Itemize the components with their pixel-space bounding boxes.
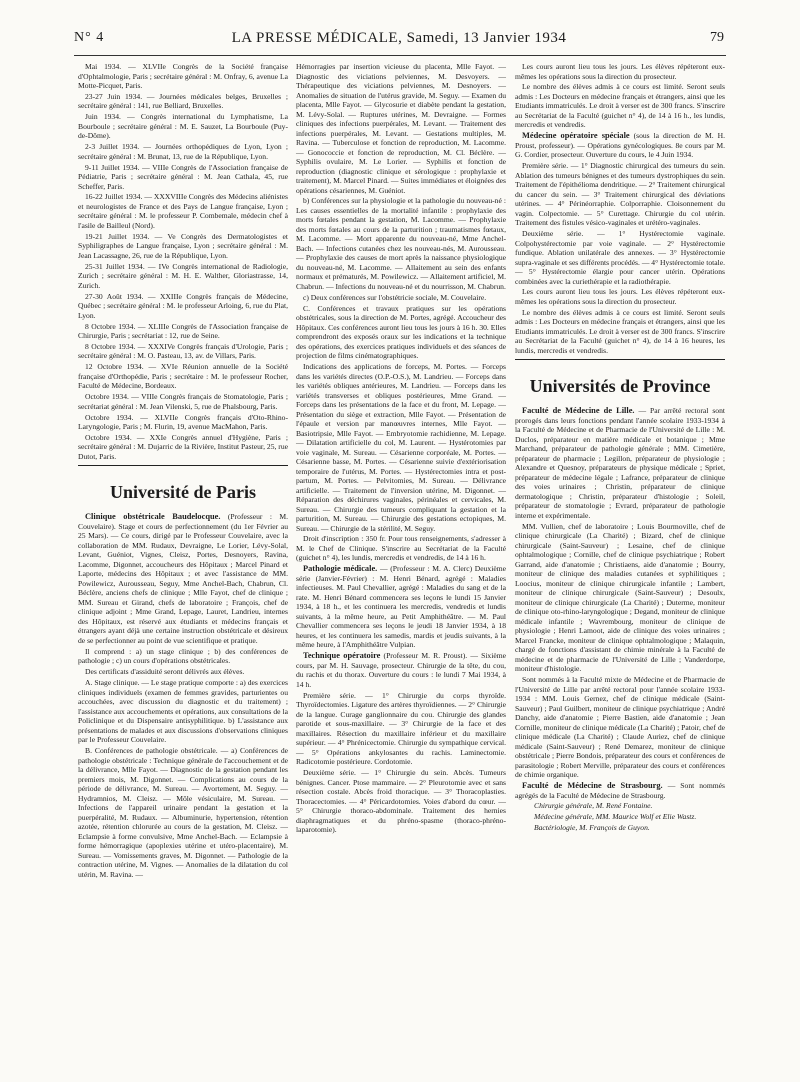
congress-item: 19-21 Juillet 1934. — Ve Congrès des Dermatologistes et Syphiligraphes de Langue française, Lyon ; secrétaire général : M. Jean Lacassagne, 26, rue de la République, Lyon. <box>78 231 288 260</box>
issue-number: N° 4 <box>74 30 105 45</box>
column-2 <box>296 62 506 836</box>
congress-item: 25-31 Juillet 1934. — IVe Congrès international de Radiologie, Zurich ; secrétaire général : M. H. E. Walther, Gloriastrasse, 14, Zurich. <box>78 261 288 290</box>
congress-item: 8 Octobre 1934. — XLIIIe Congrès de l'Association française de Chirurgie, Paris ; secrétariat : 12, rue de Seine. <box>78 321 288 341</box>
list-item: Médecine générale, MM. Maurice Wolf et Elie Wastz. <box>534 812 697 822</box>
paragraph: Le nombre des élèves admis à ce cours est limité. Seront seuls admis : Les Docteurs en médecine français et étrangers, ainsi que les Etudiants immatriculés. Le droit à verser est de 300 francs. S'inscrire au Secrétariat de la Faculté (guichet n° 4), de 14 à 16 heures, les lundis, mercredis et vendredis. <box>515 307 725 355</box>
congress-item: Octobre 1934. — VIIIe Congrès français de Stomatologie, Paris ; secrétariat général : M. Jean Vilenski, 5, rue de Phalsbourg, Paris. <box>78 392 288 411</box>
paragraph: Première série. — 1° Chirurgie du corps thyroïde. Thyroïdectomies. Ligature des artères thyroïdiennes. — 2° Chirurgie de la langue. Curage ganglionnaire du cou. Chirurgie des glandes parotide et sous-maxillaire. — 3° Chirurgie de la face et des maxillaires. Résection du maxillaire inférieur et du maxillaire supérieur. — 4° Phrénicectomie. Chirurgie du sympathique cervical. — 5° Opérations ankylosantes du rachis. Laminectomie. Radicotomie postérieure. Cordotomie. <box>296 690 506 767</box>
section-rule <box>515 359 725 360</box>
subsection-title: Faculté de Médecine de Strasbourg. <box>522 781 663 791</box>
congress-item: Octobre 1934. — XXIe Congrès annuel d'Hygiène, Paris ; secrétaire général : M. Dujarric de la Rivière, Institut Pasteur, 25, rue Dutot, Paris. <box>78 432 288 461</box>
paragraph: Le nombre des élèves admis à ce cours est limité. Seront seuls admis : Les Docteurs en médecine français et étrangers, ainsi que les Etudiants immatriculés. Le droit à verser est de 300 francs. S'inscrire au Secrétariat de la Faculté (guichet n° 4), de 14 à 16 h., les lundis, mercredis et vendredis. <box>515 82 725 130</box>
list-item: Chirurgie générale, M. René Fontaine. <box>534 801 653 811</box>
subsection-title: Médecine opératoire spéciale <box>522 131 630 141</box>
section-title-province: Universités de Province <box>529 376 711 397</box>
list-item: Bactériologie, M. François de Guyon. <box>534 823 650 833</box>
congress-item: 2-3 Juillet 1934. — Journées orthopédiques de Lyon, Lyon ; secrétaire général : M. Brunat, 13, rue de la République, Lyon. <box>78 142 288 161</box>
paragraph: B. Conférences de pathologie obstétricale. — a) Conférences de pathologie obstétricale : Technique générale de l'accouchement et de la délivrance, Mlle Fayot. — Diagnostic de la gestation pendant les premiers mois, M. Digonnet. — Complications au cours de la période de délivrance, M. Sureau. — Avortement, M. Seguy. — Hydramnios, M. Cleisz. — Môle vésiculaire, M. Sureau. — Infections de l'appareil urinaire pendant la gestation et la puerpéralité, M. Rudaux. — Albuminurie, hypertension, rétention azotée, rétention chlorurée au cours de la gestation, M. Cleisz. — Eclampsie à forme convulsive, Mme Anchel-Bach. — Eclampsie à forme hémorragique (apoplexies utérine et utéro-placentaire), M. Sureau. — Vomissements graves, M. Digonnet. — Pathologie de la contraction utérine, M. Vignes. — Anomalies de la dilatation du col utérin, M. Ravina. — <box>78 746 288 879</box>
paragraph: (sous la direction de M. H. Proust, professeur). — Opérations gynécologiques. 8e cours par M. G. Cordier, prosecteur. Ouverture du cours, le 4 Juin 1934. <box>515 131 725 160</box>
subsection-title: Faculté de Médecine de Lille. <box>522 406 635 416</box>
page-header <box>74 30 724 52</box>
subsection-title: Pathologie médicale. <box>303 564 378 574</box>
column-1 <box>78 62 288 880</box>
congress-item: 16-22 Juillet 1934. — XXXVIIIe Congrès des Médecins aliénistes et neurologistes de France et des Pays de Langue française, Lyon ; secrétaire général : M. le professeur P. Combemale, médecin chef à l'asile de Bailleul (Nord). <box>78 192 288 230</box>
page-number: 79 <box>710 30 724 45</box>
paragraph: c) Deux conférences sur l'obstétricie sociale, M. Couvelaire. <box>303 292 487 302</box>
congress-item: Juin 1934. — Congrès international du Lymphatisme, La Bourboule ; secrétaire général : M. E. Sauzet, La Bourboule (Puy-de-Dôme). <box>78 112 288 141</box>
paragraph: Indications des applications de forceps, M. Portes. — Forceps dans les variétés directes (O.P.-O.S.), M. Landrieu. — Forceps dans les variétés obliques antérieures, M. Landrieu. — Forceps dans les variétés transverses et obliques postérieures, Mme Grand. — Forceps dans les présentations de la face et du front, M. Lepage. — Présentation du siège et extraction, Mlle Fayot. — Présentation de l'épaule et version par manœuvres internes, Mlle Fayot. — Basiotripsie, Mlle Fayot. — Embryotomie rachidienne, M. Lepage. — Dilatation artificielle du col, M. Laurent. — Hystérotomies par voie vaginale, M. Sureau. — Césarienne corporéale, M. Portes. — Césarienne basse, M. Portes. — Césarienne suivie d'extériorisation temporaire de l'utérus, M. Portes. — Hystérectomies intra et post-partum, M. Portes. — Pelvitomies, M. Sureau. — Délivrance artificielle. — Traitement de l'inversion utérine, M. Digonnet. — Réparation des déchirures vaginales, périnéales et cervicales, M. Sureau. — Chirurgie des tumeurs compliquant la gestation et la parturition, M. Sureau. — Chirurgie des gestations ectopiques, M. Sureau. — Chirurgie de la stérilité, M. Seguy. <box>296 362 506 533</box>
congress-item: 9-11 Juillet 1934. — VIIIe Congrès de l'Association française de Pédiatrie, Paris ; secrétaire général : M. Jean Cathala, 45, rue Scheffer, Paris. <box>78 162 288 191</box>
paragraph: Droit d'inscription : 350 fr. Pour tous renseignements, s'adresser à M. le Chef de Clinique. S'inscrire au Secrétariat de la Faculté (guichet n° 4), les lundis, mercredis et vendredis, de 14 à 16 h. <box>296 534 506 563</box>
paragraph: Première série. — 1° Diagnostic chirurgical des tumeurs du sein. Ablation des tumeurs bénignes et des tumeurs dystrophiques du sein. Traitement de l'épithélioma dendritique. — 2° Traitement chirurgical du cancer du sein. — 3° Traitement chirurgical des déviations utérines. — 4° Périnéorraphie. Colporraphie. Cloisonnement du vagin. Colpectomie. — 5° Curettage. Chirurgie du col utérin. Traitement des fistules vésico-vaginales et urétéro-vaginales. <box>515 161 725 228</box>
paragraph: (Professeur : M. Couvelaire). Stage et cours de perfectionnement (du 1er Février au 25 Mars). — Ce cours, dirigé par le Professeur Couvelaire, avec la collaboration de MM. Rudaux, Devraigne, Le Lorier, Lévy-Solal, Levant, Guéniot, Vignes, Cleisz, Portes, Desnoyers, Ravina, Lacomme, Digonnet, accoucheurs des Hôpitaux ; Marcel Pinard et Laporte, médecins des Hôpitaux ; et avec l'assistance de MM. Powilewicz, Aurousseau, Seguy, Mme Anchel-Bach, Chabrun, Cl. Béclère, anciens chefs de clinique ; Mlle Fayot, chef de clinique ; MM. Sureau et Girand, chefs de laboratoire ; François, chef de clinique adjoint ; Mme Grand, Lepage, Lauret, Landrieu, internes des Hôpitaux, est réservé aux étudiants et médecins français et étrangers ayant déjà une certaine instruction obstétricale et désireux de se perfectionner au point de vue scientifique et pratique. <box>78 512 289 645</box>
paragraph: Il comprend : a) un stage clinique ; b) des conférences de pathologie ; c) un cours d'opérations obstétricales. <box>78 646 288 666</box>
subsection-title: Technique opératoire <box>303 651 381 661</box>
paragraph: (Professeur M. R. Proust). — Sixième cours, par M. H. Sauvage, prosecteur. Chirurgie de la tête, du cou, du rachis et du thorax. Ouverture du cours : le lundi 7 Mai 1934, à 14 h. <box>296 651 506 689</box>
header-rule <box>74 55 726 56</box>
paragraph: b) Conférences sur la physiologie et la pathologie du nouveau-né : Les causes essentielles de la mortalité infantile : prophylaxie des morts fœtales pendant la gestation, M. Lacomme. — Prophylaxie des morts fœtales au cours de la parturition ; traumatismes fœtaux, M. Lacomme. — Mort apparente du nouveau-né, Mme Anchel-Bach. — Infections cutanées chez les nouveau-nés, M. Aurousseau. — Prophylaxie des causes de mort après la naissance physiologique du nouveau-né, M. Lacomme. — Allaitement au sein des enfants normaux et prématurés, M. Powilewicz. — Allaitement artificiel, M. Chabrun. — Infections du nouveau-né et du nourrisson, M. Chabrun. <box>296 196 506 291</box>
paragraph: Deuxième série. — 1° Chirurgie du sein. Abcès. Tumeurs bénignes. Cancer. Ptose mammaire. — 2° Pleurotomie avec et sans résection costale. Abcès froid thoracique. — 3° Thoracoplasties. Thoracectomies. — 4° Péricardotomies. Voies d'abord du cœur. — 5° Chirurgie thoraco-abdominale. Traitement des hernies diaphragmatiques et du phréno-spasme (thoraco-phréno-laparotomie). <box>296 768 506 835</box>
paragraph: Deuxième série. — 1° Hystérectomie vaginale. Colpohystérectomie par voie vaginale. — 2° Hystérectomie fundique. Ablation unilatérale des annexes. — 3° Hystérectomie supra-vaginale et ses différents procédés. — 4° Hystérectomie totale. — 5° Hystérectomie élargie pour cancer utérin. Opérations combinées avec la curiethérapie et la radiothérapie. <box>515 229 725 286</box>
subsection-title: Clinique obstétricale Baudelocque. <box>85 512 221 522</box>
congress-item: Mai 1934. — XLVIIe Congrès de la Société française d'Ophtalmologie, Paris ; secrétaire général : M. Onfray, 6, avenue La Motte-Picquet, Paris. <box>78 62 288 90</box>
journal-title: LA PRESSE MÉDICALE, Samedi, 13 Janvier 1934 <box>231 30 567 46</box>
paragraph: — Par arrêté rectoral sont prorogés dans leurs fonctions pendant l'année scolaire 1933-1934 à la Faculté de Médecine et de Pharmacie de l'Université de Lille : M. Duclos, préparateur en matière médicale et botanique ; Mme Marchand, préparateur de pathologie générale ; MM. Cimetière, préparateur de pharmacie ; Legillon, préparateur de physiologie ; Alexandre et Quesnoy, préparateurs de physique médicale ; Spriet, préparateur de médecine légale ; Lafrance, préparateur de clinique des voies urinaires ; Christin, préparateur de clinique dermatologique ; Christin, préparateur d'histologie ; Soleil, préparateur de stomatologie ; Evrard, préparateur de pathologie interne et expérimentale. <box>515 406 725 520</box>
paragraph: Les cours auront lieu tous les jours. Les élèves répéteront eux-mêmes les opérations sous la direction du prosecteur. <box>515 287 725 306</box>
paragraph: C. Conférences et travaux pratiques sur les opérations obstétricales, sous la direction de M. Portes, agrégé. Accoucheur des Hôpitaux. Ces conférences auront lieu tous les jours à 16 h. 30. Elles comprendront des exposés oraux sur les indications et la technique des opérations, des exercices pratiques individuels et des séances de projection de films cinématographiques. <box>296 303 506 361</box>
paragraph: MM. Vullien, chef de laboratoire ; Louis Bourmoville, chef de clinique chirurgicale (La Charité) ; Bizard, chef de clinique chirurgicale (Saint-Sauveur) ; Lesaine, chef de clinique ophtalmologique ; Cornille, chef de clinique psychiatrique ; Robert Garrand, aide d'anatomie ; Christiaens, aide d'anatomie ; Bourry, moniteur de clinique des maladies cutanées et syphilitiques ; Loocius, moniteur de clinique chirurgicale infantile ; Lambert, moniteur de clinique chirurgicale (Saint-Sauveur) ; Desoulx, moniteur de clinique chirurgicale (La Charité) ; Duterme, moniteur de clinique oto-rhino-laryngologique ; Degand, moniteur de clinique médicale infantile ; Wavrembourg, moniteur de clinique de physiologie ; Henri Lamoot, aide de clinique des voies urinaires ; Marcel Francke, moniteur de clinique ophtalmologique ; Malaquin, chargé de fonctions d'assistant de chimie minérale à la Faculté de médecine et de pharmacie de l'Université de Lille ; Vanderdorpe, moniteur d'histologie. <box>515 521 725 674</box>
congress-item: 23-27 Juin 1934. — Journées médicales belges, Bruxelles ; secrétaire général : 141, rue Belliard, Bruxelles. <box>78 91 288 111</box>
paragraph: Les cours auront lieu tous les jours. Les élèves répéteront eux-mêmes les opérations sous la direction du prosecteur. <box>515 62 725 81</box>
paragraph: A. Stage clinique. — Le stage pratique comporte : a) des exercices cliniques individuels (examen de femmes gravides, parturientes ou accouchées, avec discussion du diagnostic et du traitement) ; l'assistance aux accouchements et opérations, aux consultations de la Policlinique et du Dispensaire antisyphilitique. b) L'assistance aux présentations de malades et aux discussions d'observations cliniques par le Professeur Couvelaire. <box>78 678 288 745</box>
section-title-paris: Université de Paris <box>110 482 256 503</box>
congress-item: 27-30 Août 1934. — XXIIIe Congrès français de Médecine, Québec ; secrétaire général : M. le professeur Arloing, 6, rue du Plat, Lyon. <box>78 291 288 320</box>
congress-item: 8 Octobre 1934. — XXXIVe Congrès français d'Urologie, Paris ; secrétaire général : M. O. Pasteau, 13, av. de Villars, Paris. <box>78 341 288 361</box>
paragraph: Hémorragies par insertion vicieuse du placenta, Mlle Fayot. — Diagnostic des viciations pelviennes, M. Desvoyers. — Thérapeutique des viciations pelviennes, M. Desnoyers. — Anomalies de situation de l'utérus gravide, M. Seguy. — Examen du placenta, Mlle Fayot. — Glycosurie et diabète pendant la gestation, M. Lévy-Solal. — Ruptures utérines, M. Devraigne. — Formes cliniques des infections puerpérales, M. Levant. — Traitement des infections puerpérales, M. Levant. — Gestations multiples, M. Ravina. — Tuberculose et fonction de reproduction, M. Lacomme. — Gonococcie et fonction de reproduction, M. Cl. Béclère. — Syphilis ovulaire, M. Le Lorier. — Syphilis et fonction de reproduction (diagnostic clinique et sérologique : prophylaxie et traitement), M. Marcel Pinard. — Suites immédiates et éloignées des opérations césariennes, M. Guéniot. <box>296 62 506 195</box>
paragraph: Sont nommés à la Faculté mixte de Médecine et de Pharmacie de l'Université de Lille par arrêté rectoral pour l'année scolaire 1933-1934 : MM. Louis Gernez, chef de clinique médicale (Saint-Sauveur) ; Paul Guilbert, moniteur de clinique psychiatrique ; André Danchy, aide d'anatomie ; Pierre Bastien, aide d'anatomie ; Jean Cornille, moniteur de clinique médicale (La Charité) ; Patoir, chef de clinique médicale (La Charité) ; Claude Auriez, chef de clinique médicale (Saint-Sauveur) ; René Demarez, moniteur de clinique obstétricale ; Pierre Bondois, préparateur des cours et conférences de parasitologie ; Robert Merville, préparateur des cours et conférences de chimie organique. <box>515 675 725 780</box>
paragraph: — Sont nommés agrégés de la Faculté de Médecine de Strasbourg. <box>515 781 725 800</box>
column-3 <box>515 62 725 834</box>
section-rule <box>78 465 288 466</box>
paragraph: — (Professeur : M. A. Clerc) Deuxième série (Janvier-Février) : M. Henri Bénard, agrégé : Maladies infectieuses. M. Paul Chevallier, agrégé : Maladies du sang et de la rate. M. Henri Bénard commencera ses leçons le lundi 15 Janvier 1934, à 18 h., et les continuera les mercredis, vendredis et lundis suivants, à la même heure, au Petit Amphithéâtre. — M. Paul Chevallier commencera ses leçons le jeudi 18 Janvier 1934, à 18 heures, et les continuera les samedis, mardis et jeudis suivants, à la même heure, à l'Amphithéâtre Vulpian. <box>296 564 506 650</box>
congress-item: Octobre 1934. — XLVIIe Congrès français d'Oto-Rhino-Laryngologie, Paris ; M. Flurin, 19, avenue MacMahon, Paris. <box>78 412 288 432</box>
congress-item: 12 Octobre 1934. — XVIe Réunion annuelle de la Société française d'Orthopédie, Paris ; secrétaire : M. le professeur Rocher, Faculté de Médecine, Bordeaux. <box>78 362 288 391</box>
paragraph: Des certificats d'assiduité seront délivrés aux élèves. <box>85 667 245 677</box>
